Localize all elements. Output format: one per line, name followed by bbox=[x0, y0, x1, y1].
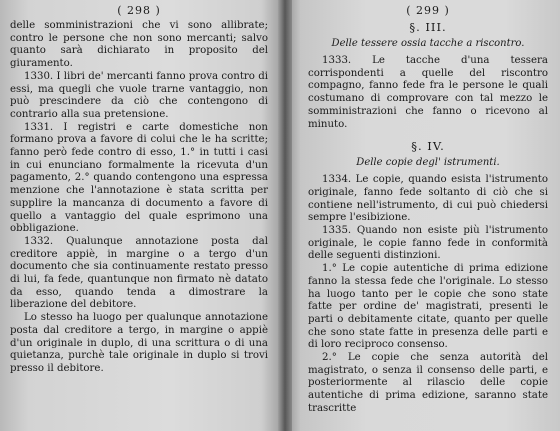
paragraph-1335: 1335. Quando non esiste più l'istrumento originale, le copie fanno fede in conformità delle seguenti distinzioni. bbox=[308, 225, 548, 262]
paragraph: 1.° Le copie autentiche di prima edizione fanno la stessa fede che l'originale. Lo stesso ha luogo tanto per le copie che sono state fatte per ordine de' magistrati, presenti le parti o debitamente citate, quanto per quelle che sono state fatte in presenza delle parti e di loro reciproco consenso. bbox=[308, 263, 548, 351]
section-heading-iii: §. III. bbox=[409, 20, 447, 34]
section-subtitle-iii: Delle tessere ossia tacche a riscontro. bbox=[331, 38, 525, 49]
page-number-right: ( 299 ) bbox=[406, 4, 450, 17]
right-page bbox=[284, 0, 560, 431]
paragraph-1333: 1333. Le tacche d'una tessera corrispondenti a quelle del riscontro compagno, fanno fede fra le persone le quali costumano di comprovare con tal mezzo le somministrazioni che fanno o ricevono al minuto. bbox=[308, 55, 548, 130]
paragraph: 2.° Le copie che senza autorità del magistrato, o senza il consenso delle parti, e posteriormente al rilascio delle copie autentiche di prima edizione, saranno state trascritte bbox=[308, 352, 548, 414]
book-gutter bbox=[278, 0, 292, 431]
paragraph: Lo stesso ha luogo per qualunque annotazione posta dal creditore a tergo, in margine o appiè d'un originale in duplo, di una scrittura o di una quietanza, purchè tale originale in duplo si trovi presso il debitore. bbox=[10, 312, 268, 374]
section-iii-text bbox=[308, 55, 548, 131]
section-heading-iv: §. IV. bbox=[411, 139, 445, 154]
paragraph-1331: 1331. I registri e carte domestiche non formano prova a favore di colui che le ha scritte; fanno però fede contro di esso, 1.° in tutti i casi in cui enunciano formalmente la ricevuta d'un pagamento, 2.° quando contengono una espressa menzione che l'annotazione è stata scritta per supplire la mancanza di documento a favore di quello a vantaggio del quale esprimono una obbligazione. bbox=[10, 121, 268, 235]
left-page-text bbox=[10, 20, 268, 376]
page-number-left: ( 298 ) bbox=[117, 4, 161, 17]
paragraph: delle somministrazioni che vi sono allibrate; contro le persone che non sono mercanti; salvo quanto sarà dichiarato in proposito del giuramento. bbox=[10, 20, 268, 70]
section-subtitle-iv: Delle copie degl' istrumenti. bbox=[356, 157, 500, 169]
paragraph-1334: 1334. Le copie, quando esista l'istrumento originale, fanno fede soltanto di ciò che si contiene nell'istrumento, di cui può chiedersi sempre l'esibizione. bbox=[308, 174, 548, 224]
paragraph-1330: 1330. I libri de' mercanti fanno prova contro di essi, ma quegli che vuole trarne vantaggio, non può prescindere da ciò che contengono di contrario alla sua pretensione. bbox=[10, 70, 268, 120]
paragraph-1332: 1332. Qualunque annotazione posta dal creditore appiè, in margine o a tergo d'un documento che sia continuamente restato presso di lui, fa fede, quantunque non firmato nè datato da esso, quando tenda a dimostrare la liberazione del debitore. bbox=[10, 235, 268, 311]
section-iv-text bbox=[308, 174, 548, 415]
